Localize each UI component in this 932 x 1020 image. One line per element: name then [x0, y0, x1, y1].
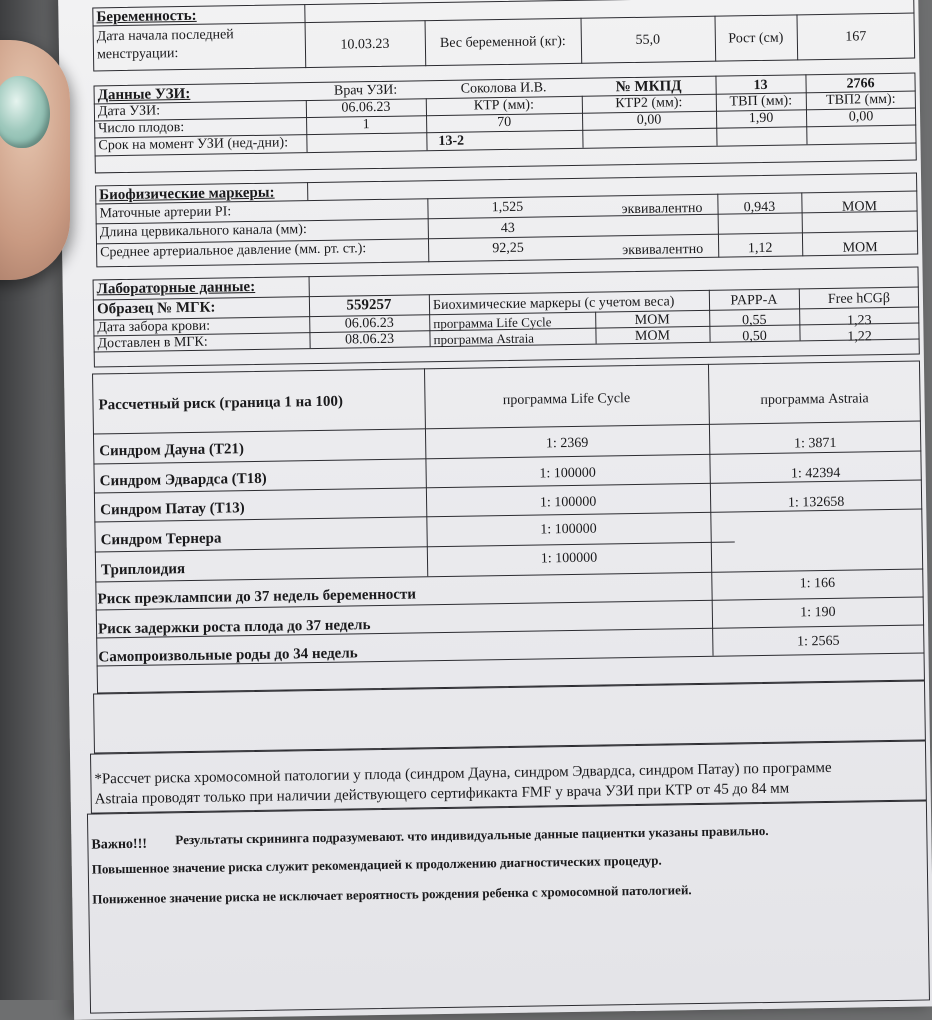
uterine-pi-mom: МОМ [841, 199, 878, 215]
program-life-cycle-label: программа Life Cycle [433, 314, 552, 332]
risk-row-t21-life-cycle: 1: 2369 [545, 435, 589, 452]
important-label: Важно!!! [91, 836, 148, 853]
risk-col-life-cycle: программа Life Cycle [502, 391, 631, 409]
lmp-value: 10.03.23 [340, 36, 390, 53]
risk-row-label-t21: Синдром Дауна (Т21) [99, 441, 245, 460]
risk-header: Рассчетный риск (граница 1 на 100) [98, 393, 344, 414]
footnote-line-1: *Рассчет риска хромосомной патологии у плода (синдром Дауна, синдром Эдвардса, синдром Патау) по программе [94, 759, 832, 788]
free-hcg-header: Free hCGβ [827, 290, 891, 307]
map-value: 92,25 [492, 240, 524, 257]
term-label: Срок на момент УЗИ (нед-дни): [98, 135, 289, 154]
risk-row-label-t13: Синдром Патау (Т13) [100, 500, 245, 519]
mkpd-value-2: 2766 [846, 76, 875, 92]
preterm-label: Самопроизвольные роды до 34 недель [98, 645, 358, 666]
sample-value: 559257 [346, 296, 392, 314]
preeclampsia-label: Риск преэклампсии до 37 недель беременности [97, 586, 417, 608]
doctor-label: Врач УЗИ: [333, 82, 398, 99]
risk-row-triploidy-life-cycle: 1: 100000 [540, 550, 598, 567]
screening-report-sheet [58, 0, 932, 1020]
fetus-count-value: 1 [362, 117, 370, 133]
ktr2-value: 0,00 [636, 112, 662, 128]
pregnancy-title: Беременность: [96, 7, 197, 26]
lmp-label-line-1: Дата начала последней [96, 27, 234, 45]
risk-row-t13-life-cycle: 1: 100000 [539, 494, 597, 511]
uterine-pi-label: Маточные артерии PI: [99, 204, 232, 222]
blood-date-label: Дата забора крови: [97, 318, 211, 336]
us-date-label: Дата УЗИ: [97, 103, 161, 120]
cervical-length-value: 43 [500, 220, 515, 237]
weight-label: Вес беременной (кг): [439, 34, 566, 52]
finger-holding-paper [0, 40, 70, 280]
ultrasound-title: Данные УЗИ: [97, 85, 191, 104]
footnote-line-2: Astraia проводят только при наличии действующего сертификакта FMF у врача УЗИ при КТР от 45 до 84 мм [94, 780, 790, 808]
risk-col-astraia: программа Astraia [760, 391, 869, 409]
height-value: 167 [845, 29, 867, 45]
fgr-value: 1: 190 [800, 604, 836, 621]
fetus-count-label: Число плодов: [98, 120, 185, 137]
life-cycle-hcg: 1,23 [846, 313, 872, 329]
risk-row-t13-astraia: 1: 132658 [787, 494, 845, 511]
important-line-1: Результаты скрининга подразумевают. что индивидуальные данные пациентки указаны правильно. [175, 822, 769, 848]
blood-date-value: 06.06.23 [344, 315, 394, 332]
ktr-value: 70 [497, 114, 512, 131]
preeclampsia-value: 1: 166 [799, 575, 836, 592]
mkpd-value-1: 13 [753, 77, 768, 94]
ktr2-label: КТР2 (мм): [615, 95, 683, 112]
preterm-value: 1: 2565 [797, 633, 840, 650]
map-mom: МОМ [842, 240, 878, 256]
biochem-label: Биохимические маркеры (с учетом веса) [432, 294, 675, 314]
lmp-label-line-2: менструации: [96, 46, 179, 63]
lab-title: Лабораторные данные: [96, 278, 256, 298]
life-cycle-papp-a: 0,55 [741, 312, 767, 329]
ktr-label: КТР (мм): [473, 97, 535, 114]
program-astraia-label: программа Astraia [433, 330, 535, 348]
tvp2-label: ТВП2 (мм): [825, 91, 896, 108]
cervical-length-label: Длина цервикального канала (мм): [99, 222, 307, 241]
risk-row-label-t18: Синдром Эдвардса (Т18) [99, 470, 267, 490]
risk-row-turner-life-cycle: 1: 100000 [540, 521, 597, 538]
map-label: Среднее артериальное давление (мм. рт. ст.): [100, 241, 367, 261]
sample-label: Образец № МГК: [96, 299, 216, 318]
important-line-3: Пониженное значение риска не исключает вероятность рождения ребенка с хромосомной патологией. [92, 882, 692, 907]
risk-row-t18-life-cycle: 1: 100000 [539, 465, 596, 482]
risk-row-t21-astraia: 1: 3871 [793, 435, 837, 452]
risk-row-label-turner: Синдром Тернера [100, 530, 222, 549]
us-date-value: 06.06.23 [341, 99, 391, 116]
uterine-pi-mom-value: 0,943 [743, 199, 776, 216]
delivered-value: 08.06.23 [344, 331, 395, 348]
tvp-label: ТВП (мм): [729, 93, 793, 110]
risk-row-t18-astraia: 1: 42394 [790, 465, 841, 482]
uterine-pi-value: 1,525 [491, 199, 524, 216]
important-line-2: Повышенное значение риска служит рекомендацией к продолжению диагностических процедур. [91, 852, 662, 877]
astraia-hcg: 1,22 [847, 329, 872, 345]
tvp-value: 1,90 [748, 110, 774, 127]
weight-value: 55,0 [635, 32, 661, 48]
delivered-label: Доставлен в МГК: [97, 334, 208, 352]
height-label: Рост (см) [728, 30, 784, 47]
papp-a-header: PAPP-A [730, 292, 778, 309]
tvp2-value: 0,00 [848, 109, 874, 125]
map-equivalent: эквивалентно [622, 241, 704, 259]
astraia-papp-a: 0,50 [742, 328, 767, 345]
biophysical-title: Биофизические маркеры: [99, 184, 275, 204]
uterine-pi-equivalent: эквивалентно [621, 200, 703, 218]
program-life-cycle-mom: МОМ [634, 312, 670, 328]
program-astraia-mom: МОМ [634, 328, 671, 344]
map-mom-value: 1,12 [747, 240, 773, 257]
term-value: 13-2 [438, 133, 465, 150]
doctor-value: Соколова И.В. [460, 80, 547, 97]
mkpd-label: № МКПД [615, 78, 682, 96]
fgr-label: Риск задержки роста плода до 37 недель [97, 617, 371, 638]
risk-row-label-triploidy: Триплоидия [100, 561, 186, 579]
